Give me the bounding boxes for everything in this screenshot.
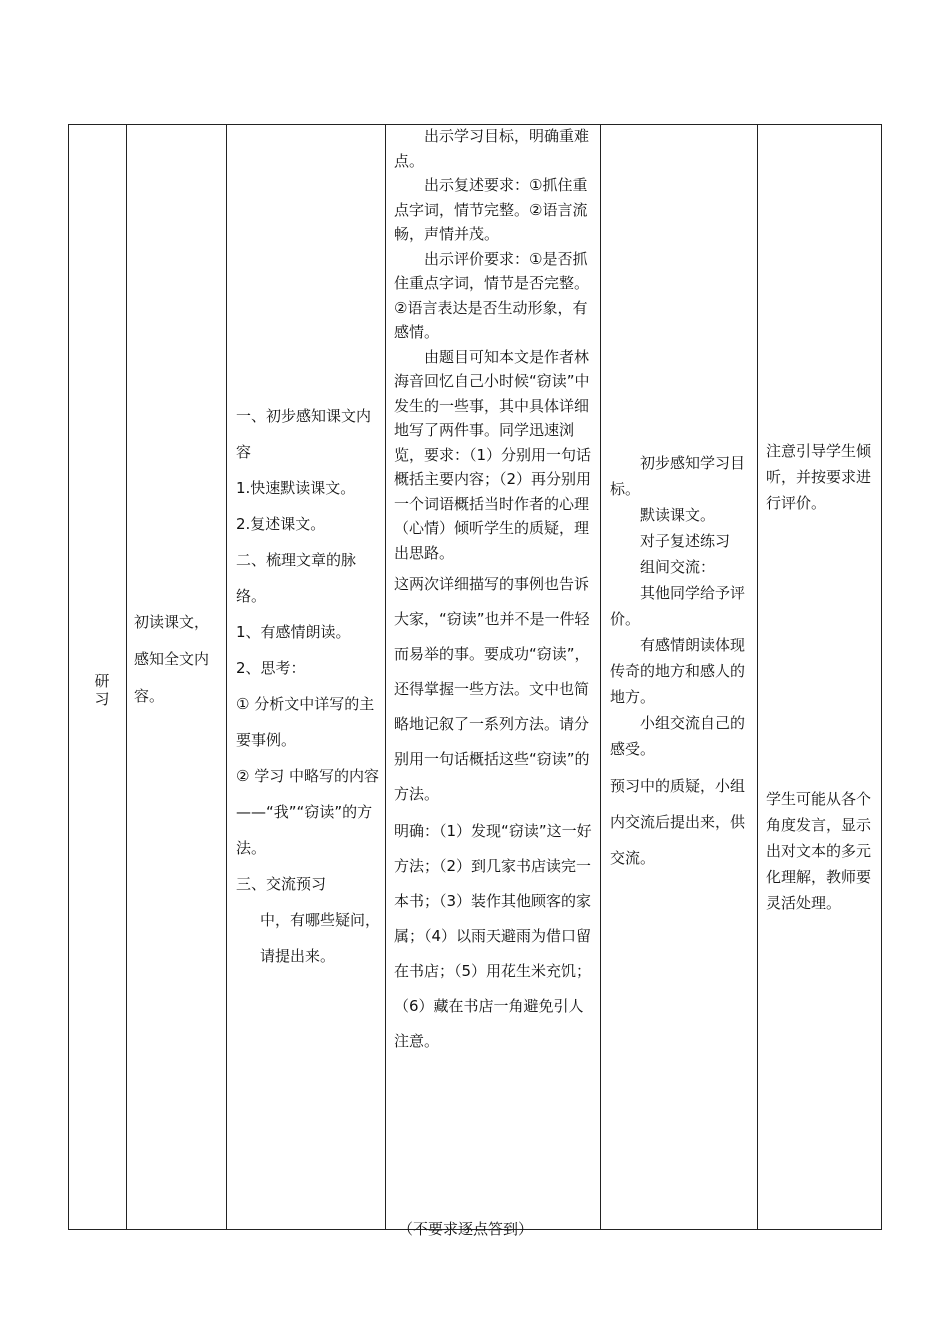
goal-cell xyxy=(134,604,216,715)
column-divider-1 xyxy=(126,124,127,1230)
column-divider-3 xyxy=(385,124,386,1230)
content-line: 二、梳理文章的脉络。 xyxy=(236,551,357,605)
content-line: 1、有感情朗读。 xyxy=(236,623,351,641)
teacher-activity-cell xyxy=(394,124,592,1059)
student-paragraph: 组间交流： xyxy=(640,558,716,576)
stage-cell xyxy=(88,672,116,708)
content-cell xyxy=(236,398,380,974)
design-note: 学生可能从各个角度发言，显示出对文本的多元化理解，教师要灵活处理。 xyxy=(766,790,872,912)
content-line: 一、初步感知课文内容 xyxy=(236,407,372,461)
column-divider-5 xyxy=(757,124,758,1230)
design-spacer xyxy=(766,516,876,786)
table-right-border xyxy=(881,124,882,1230)
student-paragraph: 小组交流自己的感受。 xyxy=(610,714,746,758)
student-paragraph: 预习中的质疑，小组内交流后提出来，供交流。 xyxy=(610,777,746,867)
design-note: 注意引导学生倾听，并按要求进行评价。 xyxy=(766,442,872,512)
design-intent-cell xyxy=(766,438,876,916)
content-line: 三、交流预习 xyxy=(236,875,327,893)
teacher-paragraph: 出示复述要求：①抓住重点字词，情节完整。②语言流畅，声情并茂。 xyxy=(394,176,588,243)
teacher-paragraph: 出示评价要求：①是否抓住重点字词，情节是否完整。②语言表达是否生动形象，有感情。 xyxy=(394,249,590,341)
student-paragraph: 默读课文。 xyxy=(640,506,716,524)
goal-text: 初读课文，感知全文内容。 xyxy=(134,613,210,705)
teacher-paragraph: 明确：（1）发现“窃读”这一好方法；（2）到几家书店读完一本书；（3）装作其他顾客的家属；（4）以雨天避雨为借口留在书店；（5）用花生米充饥；（6）藏在书店一角避免引人注意。 xyxy=(394,822,592,1050)
student-paragraph: 对子复述练习 xyxy=(640,532,731,550)
content-line: ① 分析文中详写的主要事例。 xyxy=(236,695,375,749)
teacher-paragraph: 出示学习目标，明确重难点。 xyxy=(394,127,590,170)
student-paragraph: 初步感知学习目标。 xyxy=(610,454,746,498)
teacher-note: （不要求逐点答到） xyxy=(398,1220,534,1238)
student-paragraph: 其他同学给予评价。 xyxy=(610,584,746,628)
student-paragraph: 有感情朗读体现传奇的地方和感人的地方。 xyxy=(610,636,746,706)
stage-char-2: 习 xyxy=(94,690,110,708)
stage-char-1: 研 xyxy=(94,672,110,690)
teacher-paragraph: 这两次详细描写的事例也告诉大家，“窃读”也并不是一件轻而易举的事。要成功“窃读”，还得掌握一些方法。文中也简略地记叙了一系列方法。请分别用一句话概括这些“窃读”的方法。 xyxy=(394,575,590,803)
content-line: ② 学习 中略写的内容——“我”“窃读”的方法。 xyxy=(236,767,379,857)
content-line: 2.复述课文。 xyxy=(236,515,326,533)
content-line: 中，有哪些疑问，请提出来。 xyxy=(260,911,381,965)
teacher-paragraph: 由题目可知本文是作者林海音回忆自己小时候“窃读”中发生的一些事，其中具体详细地写了两件事。同学迅速浏览，要求：（1）分别用一句话概括主要内容；（2）再分别用一个词语概括当时作者的心理（心情）倾听学生的质疑，理出思路。 xyxy=(394,347,592,562)
column-divider-2 xyxy=(226,124,227,1230)
table-left-border xyxy=(68,124,69,1230)
content-line: 1.快速默读课文。 xyxy=(236,479,356,497)
student-activity-cell xyxy=(610,450,752,876)
column-divider-4 xyxy=(600,124,601,1230)
content-line: 2、思考： xyxy=(236,659,306,677)
